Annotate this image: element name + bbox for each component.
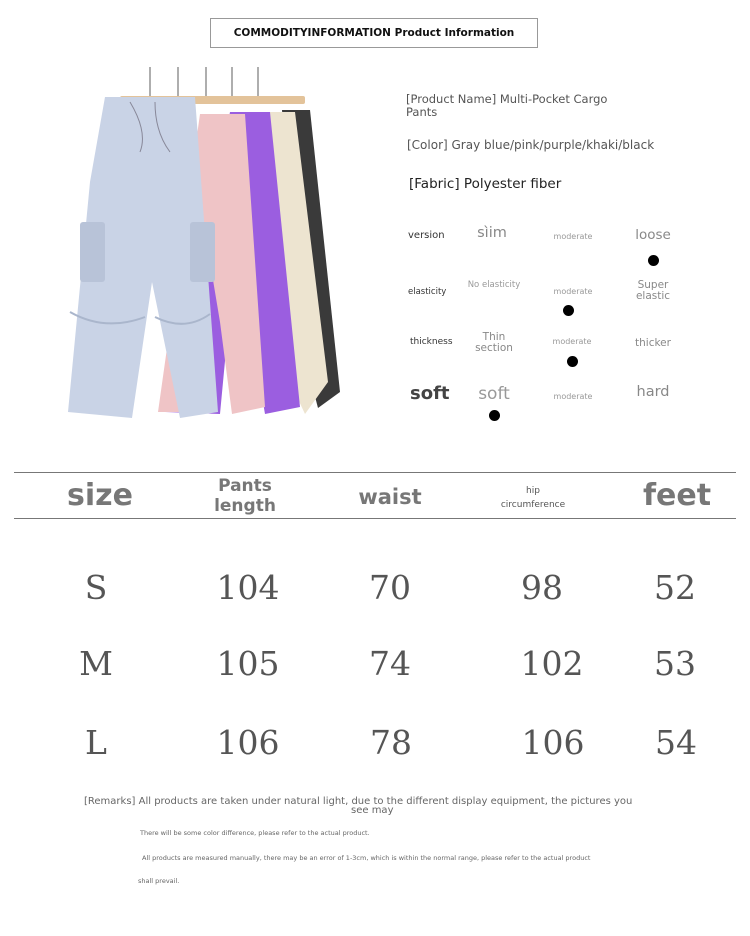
remarks-line: shall prevail. [138,877,180,885]
col-header-length: Pants length [214,476,276,516]
attr-option: No elasticity [467,280,521,290]
table-cell: 102 [520,644,584,683]
attr-selected-dot [567,356,578,367]
remarks-line: see may [351,805,394,816]
table-cell: 105 [216,644,280,683]
table-cell: 106 [216,723,280,762]
hangers [150,67,258,100]
attr-option: Super elastic [635,279,671,302]
attr-selected-dot [648,255,659,266]
attr-selected-dot [563,305,574,316]
attr-option: hard [636,384,670,400]
table-cell: S [84,568,108,607]
table-cell: 54 [655,723,697,762]
table-header-rule [14,518,736,519]
table-cell: 104 [216,568,280,607]
table-cell: 53 [654,644,696,683]
attr-option: moderate [553,287,593,296]
table-cell: L [85,723,107,762]
table-cell: 78 [370,723,412,762]
attr-option: moderate [552,337,592,346]
attr-option: soft [478,384,510,404]
col-header-size: size [67,478,133,513]
attr-selected-dot [489,410,500,421]
table-cell: 74 [369,644,411,683]
remarks-line: [Remarks] All products are taken under natural light, due to the different display equipment, the pictures you [84,796,633,807]
attr-option: moderate [553,392,593,401]
attr-option: moderate [553,232,593,241]
attr-option: thicker [635,337,671,349]
product-name: [Product Name] Multi-Pocket Cargo Pants [406,92,608,119]
table-cell: 52 [654,568,696,607]
attr-label-version: version [408,230,445,241]
attr-label-soft: soft [410,383,450,404]
attr-option: Thin section [475,331,513,354]
table-cell: 106 [521,723,585,762]
attr-label-thickness: thickness [410,337,453,347]
table-cell: M [79,644,113,683]
remarks-line: All products are measured manually, there may be an error of 1-3cm, which is within the normal range, please refer to the actual product [142,854,591,862]
table-cell: 98 [521,568,563,607]
product-fabric: [Fabric] Polyester fiber [409,176,562,192]
col-header-feet: feet [642,478,712,513]
table-cell: 70 [369,568,411,607]
product-photo [60,62,360,432]
attr-option: sìim [477,225,507,241]
section-title: COMMODITYINFORMATION Product Information [210,18,538,48]
attr-option: loose [635,227,671,243]
table-top-rule [14,472,736,473]
product-color: [Color] Gray blue/pink/purple/khaki/black [407,138,655,152]
attr-label-elasticity: elasticity [408,287,447,297]
col-header-hip: hip circumference [500,486,566,510]
remarks-line: There will be some color difference, please refer to the actual product. [140,829,370,837]
col-header-waist: waist [358,485,422,509]
